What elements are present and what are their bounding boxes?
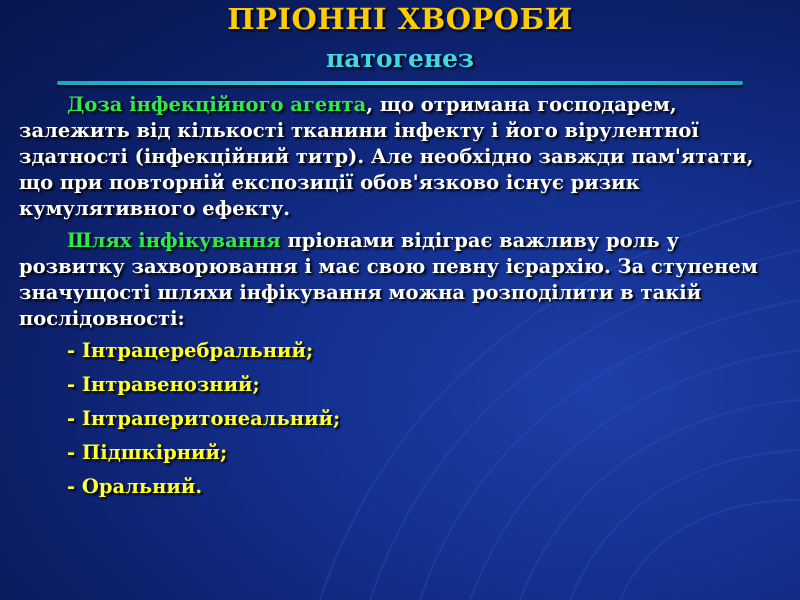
paragraph-route-text: пріонами відіграє важливу роль у розвитку захворювання і має свою певну ієрархію. За ступенем значущості шляхи інфікування можна розподілити в такій послідовності: [19,229,758,330]
slide-subtitle: патогенез [325,44,475,73]
paragraph-route [19,228,784,332]
paragraph-dose [19,92,784,222]
title-divider [57,81,743,85]
list-item: - Оральний. [67,475,203,498]
list-item: - Інтраперитонеальний; [67,407,341,430]
list-item: - Інтравенозний; [67,373,260,396]
routes-list [19,338,784,508]
paragraph-dose-text: , що отримана господарем, залежить від кількості тканини інфекту і його вірулентної здатності (інфекційний титр). Але необхідно завжди пам'ятати, що при повторній експозиції обов'язково існує ризик кумулятивного ефекту. [19,93,754,220]
slide-title: ПРІОННІ ХВОРОБИ [227,2,573,36]
list-item: - Підшкірний; [67,441,228,464]
highlight-route: Шлях інфікування [67,229,281,252]
slide-body [19,92,784,508]
highlight-dose: Доза інфекційного агента [67,93,367,116]
list-item: - Інтрацеребральний; [67,339,314,362]
